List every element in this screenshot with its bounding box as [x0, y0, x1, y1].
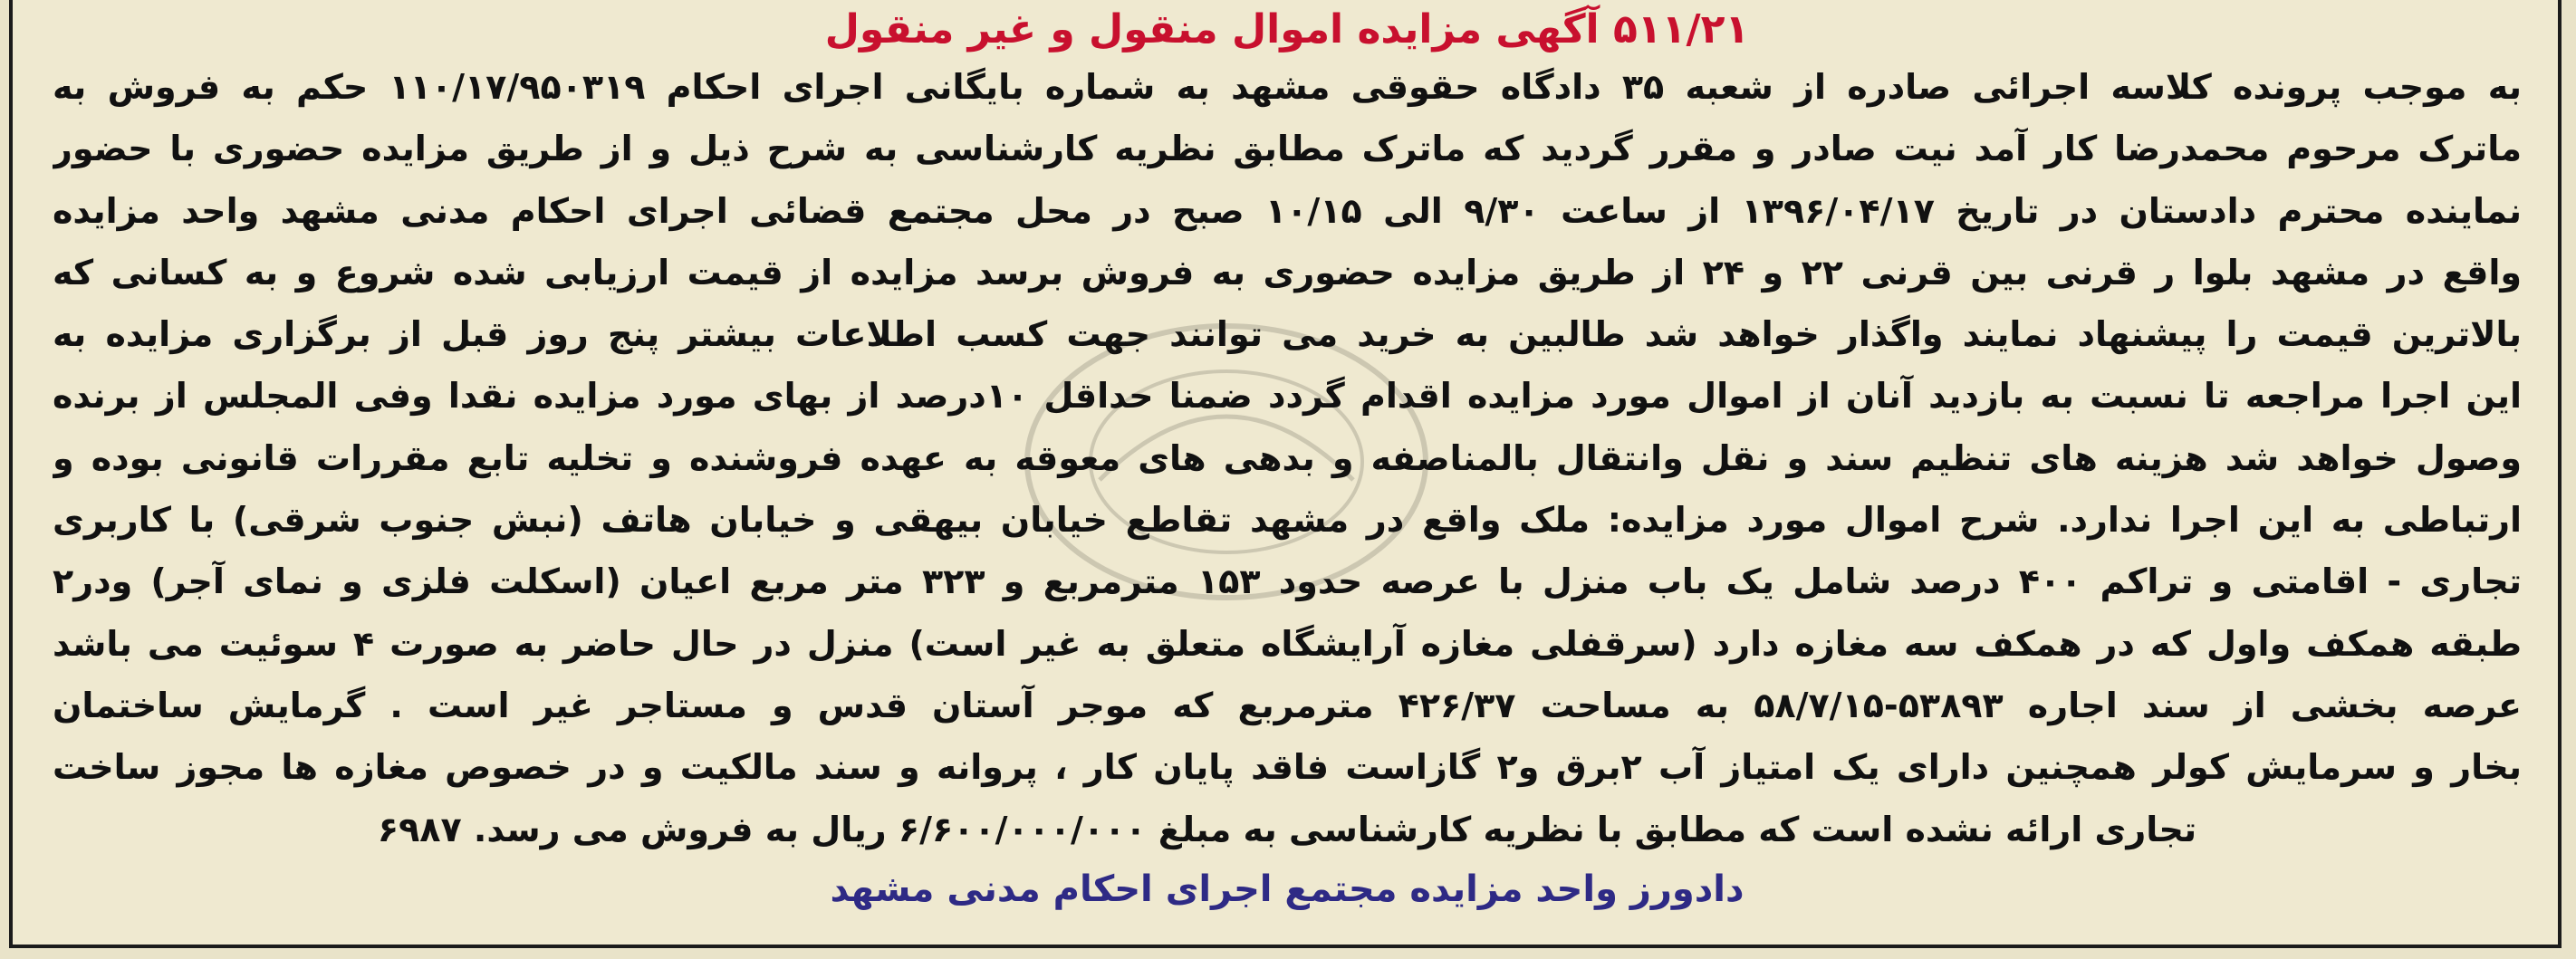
notice-frame [9, 0, 2562, 948]
notice-body [53, 56, 2522, 860]
notice-line: به موجب پرونده کلاسه اجرائی صادره از شعبه ۳۵ دادگاه حقوقی مشهد به شماره بایگانی اجرای احکام ۱۱۰/۱۷/۹۵۰۳۱۹ حکم به فروش به [53, 67, 2522, 107]
notice-line-final: تجاری ارائه نشده است که مطابق با نظریه کارشناسی به مبلغ ۶/۶۰۰/۰۰۰/۰۰۰ ریال به فروش می رسد. ۶۹۸۷ [377, 809, 2197, 849]
notice-signature: دادورز واحد مزایده مجتمع اجرای احکام مدنی مشهد [830, 868, 1745, 910]
notice-line: بالاترین قیمت را پیشنهاد نمایند واگذار خواهد شد طالبین به خرید می توانند جهت کسب اطلاعات بیشتر پنج روز قبل از برگزاری مزایده به [53, 314, 2522, 355]
notice-line: بخار و سرمایش کولر همچنین دارای یک امتیاز آب ۲برق و۲ گازاست فاقد پایان کار ، پروانه و سند مالکیت و در خصوص مغازه ها مجوز ساخت [53, 747, 2522, 788]
notice-line: این اجرا مراجعه تا نسبت به بازدید آنان از اموال مورد مزایده اقدام گردد ضمنا حداقل ۱۰درصد از بهای مورد مزایده نقدا وفی المجلس از برنده [53, 376, 2522, 417]
notice-line: طبقه همکف واول که در همکف سه مغازه دارد (سرقفلی مغازه آرایشگاه متعلق به غیر است) منزل در حال حاضر به صورت ۴ سوئیت می باشد [53, 623, 2522, 664]
notice-line: تجاری - اقامتی و تراکم ۴۰۰ درصد شامل یک باب منزل با عرصه حدود ۱۵۳ مترمربع و ۳۲۳ متر مربع اعیان (اسکلت فلزی و نمای آجر) ودر۲ [53, 561, 2522, 602]
notice-line: ارتباطی به این اجرا ندارد. شرح اموال مورد مزایده: ملک واقع در مشهد تقاطع خیابان بیهقی و خیابان هاتف (نبش جنوب شرقی) با کاربری [53, 500, 2522, 541]
notice-title: ۵۱۱/۲۱ آگهی مزایده اموال منقول و غیر منقول [824, 6, 1750, 53]
notice-line: وصول خواهد شد هزینه های تنظیم سند و نقل وانتقال بالمناصفه و بدهی های معوقه به عهده فروشنده و تخلیه تابع مقررات قانونی بوده و [53, 437, 2522, 478]
notice-content [53, 0, 2522, 942]
notice-line: واقع در مشهد بلوا ر قرنی بین قرنی ۲۲ و ۲۴ از طریق مزایده حضوری به فروش برسد مزایده از قیمت ارزیابی شده شروع و به کسانی که [53, 252, 2522, 292]
notice-line: نماینده محترم دادستان در تاریخ ۱۳۹۶/۰۴/۱۷ از ساعت ۹/۳۰ الی ۱۰/۱۵ صبح در محل مجتمع قضائی اجرای احکام مدنی مشهد واحد مزایده [53, 190, 2522, 231]
notice-line: عرصه بخشی از سند اجاره ۵۳۸۹۳-۵۸/۷/۱۵ به مساحت ۴۲۶/۳۷ مترمربع که موجر آستان قدس و مستاجر غیر است . گرمایش ساختمان [53, 685, 2522, 725]
notice-line: ماترک مرحوم محمدرضا کار آمد نیت صادر و مقرر گردید که ماترک مطابق نظریه کارشناسی به شرح ذیل و از طریق مزایده حضوری با حضور [53, 129, 2522, 169]
